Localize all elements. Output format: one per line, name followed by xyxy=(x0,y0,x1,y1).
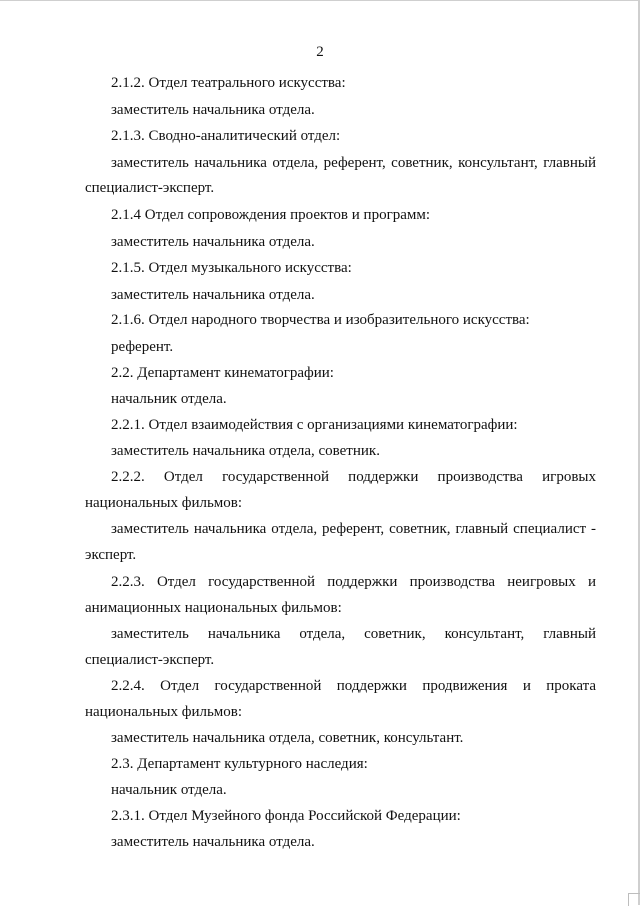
text-line: заместитель начальника отдела, референт, советник, главный специалист - xyxy=(111,521,596,537)
text-line: национальных фильмов: xyxy=(85,704,243,720)
text-line: специалист-эксперт. xyxy=(85,652,215,668)
text-line: 2.1.3. Сводно-аналитический отдел: xyxy=(111,128,341,144)
text-line: заместитель начальника отдела. xyxy=(111,234,315,250)
text-line: 2.1.2. Отдел театрального искусства: xyxy=(111,75,346,91)
text-line: заместитель начальника отдела. xyxy=(111,834,315,850)
text-line: заместитель начальника отдела. xyxy=(111,102,315,118)
text-line: заместитель начальника отдела, советник. xyxy=(111,443,380,459)
text-line: анимационных национальных фильмов: xyxy=(85,600,342,616)
scan-edge-top xyxy=(0,0,640,1)
text-line: эксперт. xyxy=(85,547,137,563)
text-line: заместитель начальника отдела, референт, советник, консультант, главный xyxy=(111,155,596,171)
text-line: 2.3.1. Отдел Музейного фонда Российской Федерации: xyxy=(111,808,461,824)
text-line: 2.3. Департамент культурного наследия: xyxy=(111,756,368,772)
text-line: национальных фильмов: xyxy=(85,495,243,511)
text-line: специалист-эксперт. xyxy=(85,180,215,196)
text-line: 2.2.4. Отдел государственной поддержки продвижения и проката xyxy=(111,678,596,694)
text-line: начальник отдела. xyxy=(111,391,227,407)
text-line: 2.2.3. Отдел государственной поддержки производства неигровых и xyxy=(111,574,596,590)
text-line: референт. xyxy=(111,339,174,355)
text-line: заместитель начальника отдела, советник, консультант. xyxy=(111,730,464,746)
page-number: 2 xyxy=(316,44,324,60)
text-line: заместитель начальника отдела. xyxy=(111,287,315,303)
text-line: 2.1.5. Отдел музыкального искусства: xyxy=(111,260,352,276)
text-line: 2.1.6. Отдел народного творчества и изобразительного искусства: xyxy=(111,312,530,328)
text-line: заместитель начальника отдела, советник, консультант, главный xyxy=(111,626,596,642)
text-line: 2.2. Департамент кинематографии: xyxy=(111,365,334,381)
text-line: 2.2.2. Отдел государственной поддержки производства игровых xyxy=(111,469,596,485)
text-line: 2.2.1. Отдел взаимодействия с организациями кинематографии: xyxy=(111,417,518,433)
text-line: начальник отдела. xyxy=(111,782,227,798)
text-line: 2.1.4 Отдел сопровождения проектов и программ: xyxy=(111,207,431,223)
scan-corner-mark xyxy=(628,893,640,906)
